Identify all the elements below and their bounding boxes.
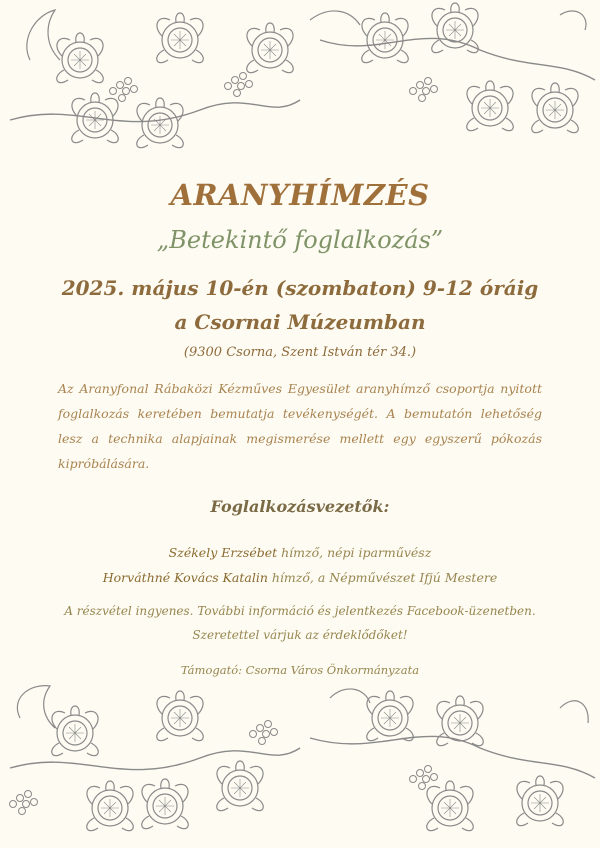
leader-item (0, 545, 600, 560)
leader-role: hímző, a Népművészet Ifjú Mestere (267, 570, 498, 585)
welcome-line: Szeretettel várjuk az érdeklődőket! (192, 628, 408, 642)
leader-name: Székely Erzsébet (168, 545, 278, 560)
event-title: ARANYHÍMZÉS (170, 178, 430, 212)
leaders-heading: Foglalkozásvezetők: (210, 497, 390, 516)
event-date: 2025. május 10-én (szombaton) 9-12 óráig (61, 276, 539, 300)
event-venue: a Csornai Múzeumban (174, 310, 426, 334)
participation-info: A részvétel ingyenes. További információ és jelentkezés Facebook-üzenetben. (64, 604, 536, 618)
sponsor-line: Támogató: Csorna Város Önkormányzata (180, 663, 420, 677)
event-address: (9300 Csorna, Szent István tér 34.) (183, 345, 417, 360)
event-description: Az Aranyfonal Rábaközi Kézműves Egyesület aranyhímző csoportja nyitott foglalkozás keretében bemutatja tevékenységét. A bemutatón lehetőség lesz a technika alapjainak megismerése mellett egy egyszerű pókozás kipróbálására. (58, 381, 542, 471)
leader-role: hímző, népi iparművész (277, 545, 432, 560)
event-subtitle: „Betekintő foglalkozás” (156, 226, 444, 254)
leader-item (0, 570, 600, 585)
leader-name: Horváthné Kovács Katalin (102, 570, 268, 585)
